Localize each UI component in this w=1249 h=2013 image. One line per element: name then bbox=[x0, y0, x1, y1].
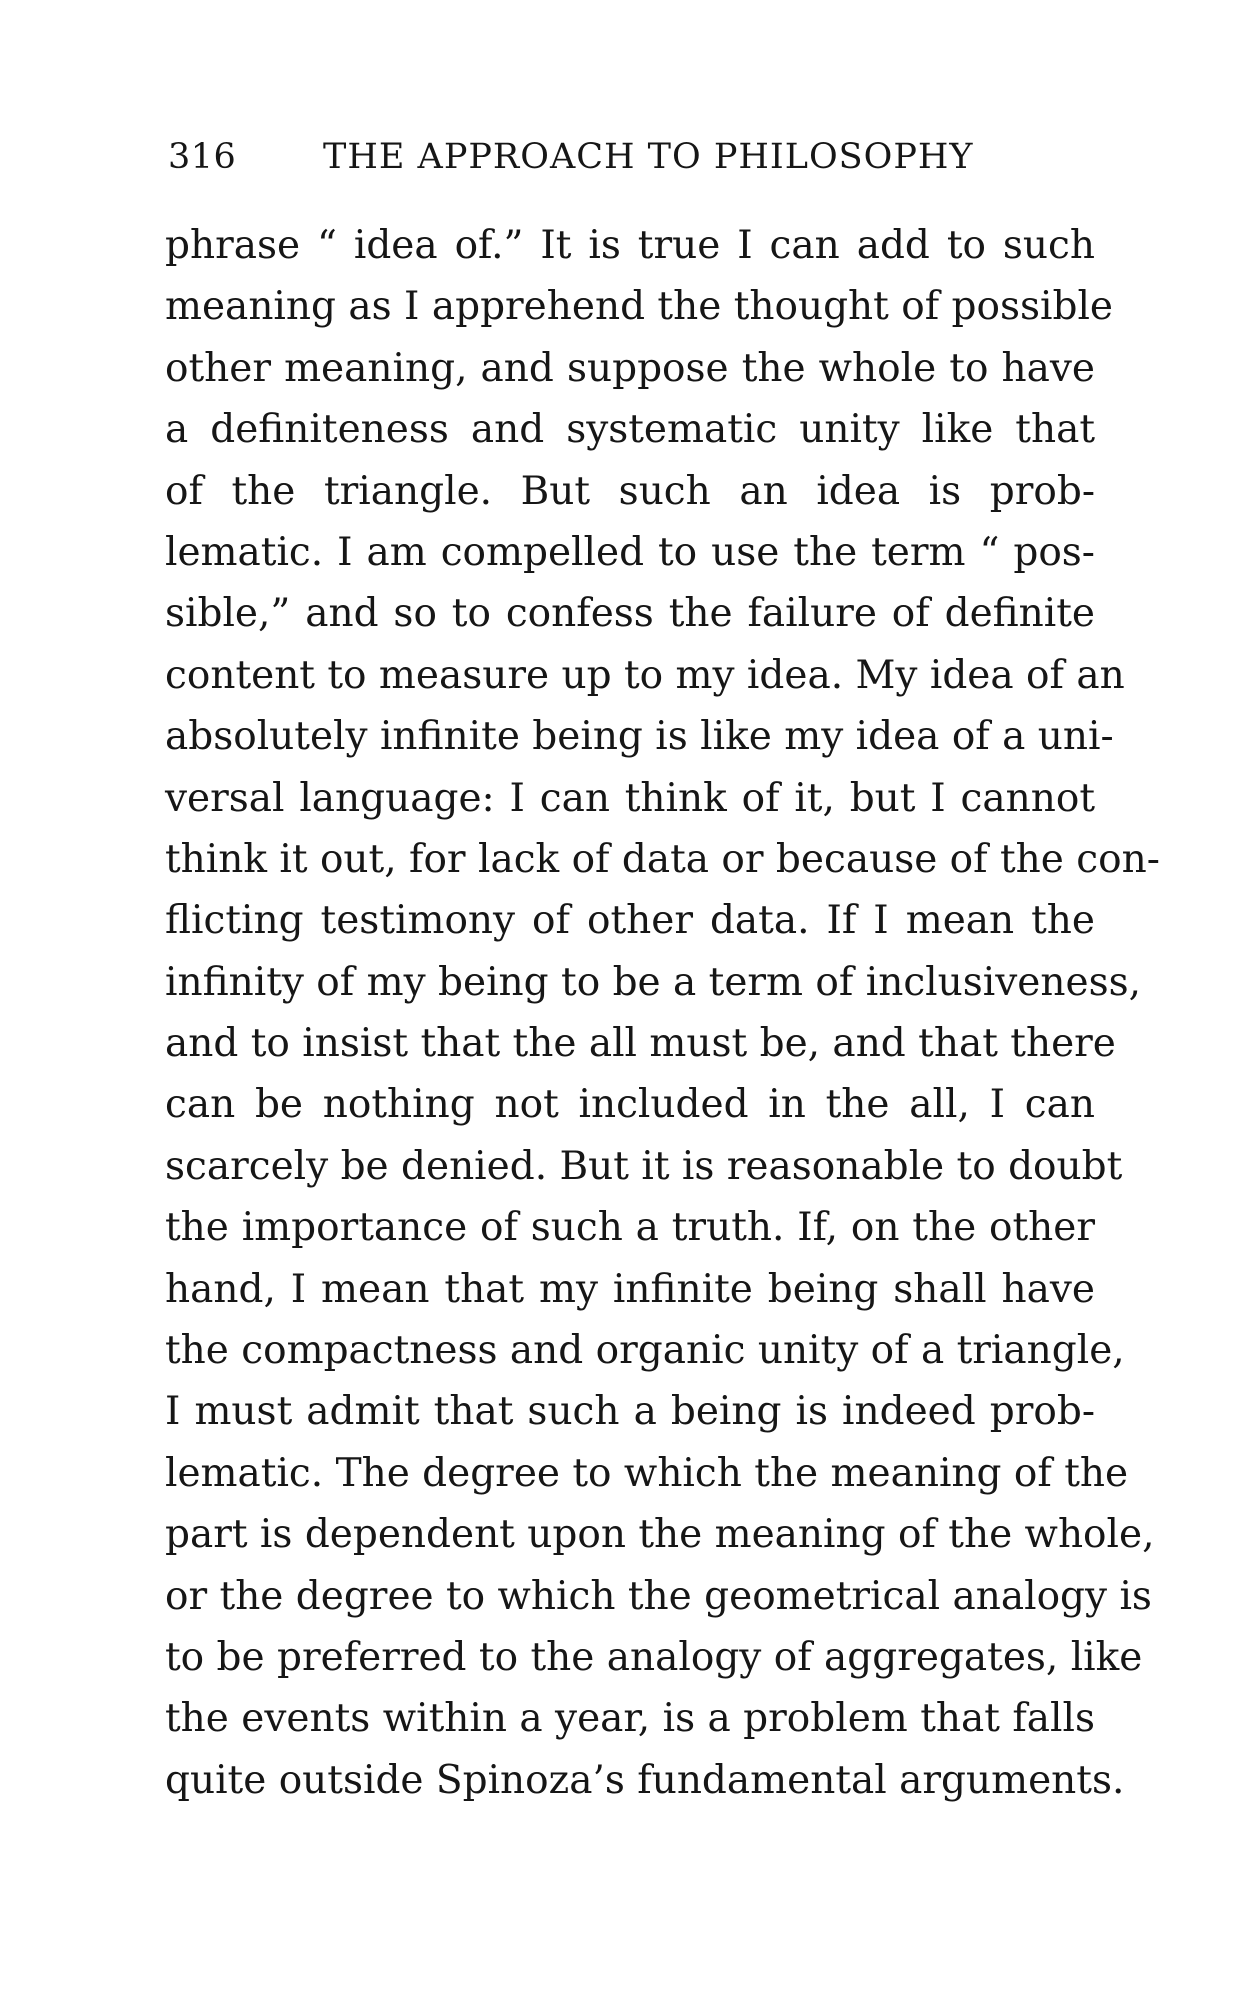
text-line: the compactness and organic unity of a triangle, bbox=[165, 1328, 1125, 1374]
text-line: other meaning, and suppose the whole to have bbox=[165, 345, 1095, 391]
page-number: 316 bbox=[168, 137, 237, 177]
text-line: to be preferred to the analogy of aggregates, like bbox=[165, 1634, 1143, 1680]
text-line: a definiteness and systematic unity like that bbox=[165, 407, 1095, 453]
text-line: lematic. The degree to which the meaning of the bbox=[165, 1450, 1129, 1496]
text-line: can be nothing not included in the all, I can bbox=[165, 1082, 1095, 1128]
running-title: THE APPROACH TO PHILOSOPHY bbox=[323, 137, 974, 177]
text-line: content to measure up to my idea. My idea of an bbox=[165, 652, 1125, 698]
text-line: phrase “ idea of.” It is true I can add to such bbox=[165, 223, 1095, 268]
text-line: quite outside Spinoza’s fundamental arguments. bbox=[165, 1757, 1125, 1803]
text-line: lematic. I am compelled to use the term “ pos- bbox=[165, 529, 1095, 575]
text-line: I must admit that such a being is indeed prob- bbox=[165, 1389, 1095, 1435]
page-header bbox=[168, 132, 974, 182]
text-line: flicting testimony of other data. If I mean the bbox=[165, 898, 1095, 944]
text-line: sible,” and so to confess the failure of definite bbox=[165, 591, 1095, 637]
text-line: absolutely infinite being is like my idea of a uni- bbox=[165, 714, 1114, 760]
text-line: or the degree to which the geometrical analogy is bbox=[165, 1573, 1152, 1619]
text-line: of the triangle. But such an idea is prob- bbox=[165, 468, 1095, 514]
body-text bbox=[165, 215, 1160, 1811]
text-line: the importance of such a truth. If, on the other bbox=[165, 1205, 1095, 1251]
text-line: scarcely be denied. But it is reasonable to doubt bbox=[165, 1143, 1123, 1189]
text-line: versal language: I can think of it, but I cannot bbox=[165, 775, 1095, 821]
text-line: part is dependent upon the meaning of the whole, bbox=[165, 1512, 1155, 1558]
text-line: meaning as I apprehend the thought of possible bbox=[165, 284, 1114, 330]
text-line: the events within a year, is a problem that falls bbox=[165, 1696, 1095, 1742]
text-line: think it out, for lack of data or because of the con- bbox=[165, 836, 1160, 882]
text-line: infinity of my being to be a term of inclusiveness, bbox=[165, 959, 1141, 1005]
text-line: hand, I mean that my infinite being shall have bbox=[165, 1266, 1095, 1312]
text-line: and to insist that the all must be, and that there bbox=[165, 1021, 1116, 1067]
